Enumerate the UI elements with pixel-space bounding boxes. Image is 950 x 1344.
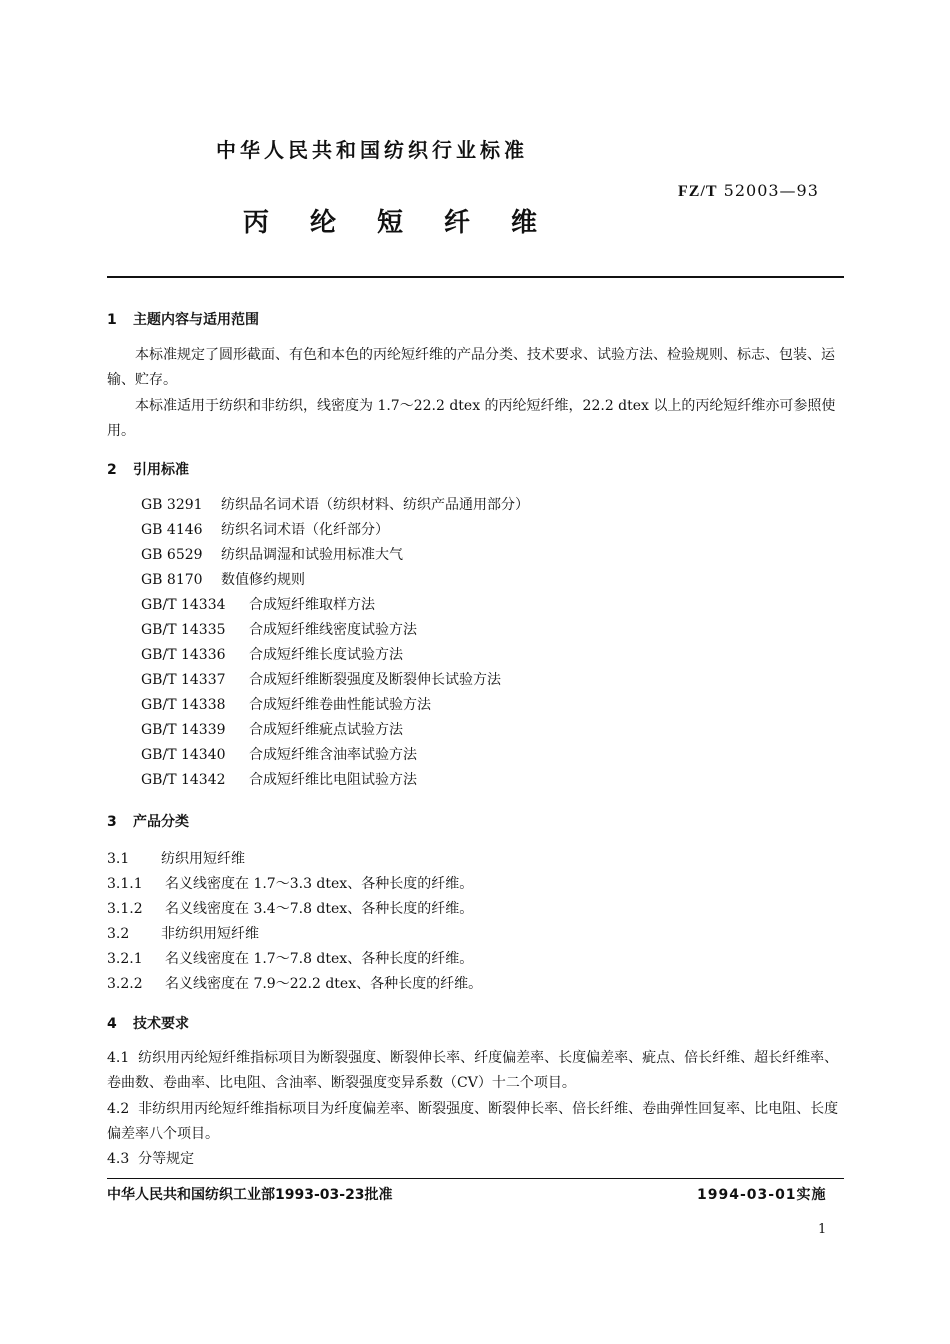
section-title: 主题内容与适用范围 [133, 312, 259, 328]
classification-item [107, 848, 245, 868]
reference-name: 合成短纤维断裂强度及断裂伸长试验方法 [249, 672, 501, 688]
section-number: 4 [107, 1016, 117, 1032]
section-number: 2 [107, 462, 117, 478]
clause-text: 名义线密度在 3.4～7.8 dtex、各种长度的纤维。 [165, 901, 474, 917]
reference-code: GB/T 14339 [141, 722, 226, 738]
classification-item [107, 923, 259, 943]
classification-item [107, 948, 473, 968]
section-3-heading [107, 811, 189, 831]
reference-name: 数值修约规则 [221, 572, 305, 588]
section-1-paragraph-2 [107, 394, 844, 444]
reference-name: 合成短纤维取样方法 [249, 597, 375, 613]
reference-name: 纺织品名词术语（纺织材料、纺织产品通用部分） [221, 497, 529, 513]
header-divider [107, 276, 844, 278]
classification-item [107, 973, 482, 993]
clause-text: 纺织用短纤维 [161, 851, 245, 867]
reference-code: GB 6529 [141, 547, 203, 563]
reference-name: 合成短纤维含油率试验方法 [249, 747, 417, 763]
reference-item [141, 518, 389, 543]
reference-name: 纺织名词术语（化纤部分） [221, 522, 389, 538]
reference-code: GB/T 14335 [141, 622, 226, 638]
document-title: 丙纶短纤维 [243, 208, 579, 238]
reference-item [141, 693, 431, 718]
clause-text: 名义线密度在 1.7～3.3 dtex、各种长度的纤维。 [165, 876, 474, 892]
clause-4-2 [107, 1097, 844, 1147]
reference-item [141, 493, 529, 518]
reference-item [141, 718, 403, 743]
clause-number: 3.2 [107, 926, 130, 942]
clause-text: 非纺织用短纤维 [161, 926, 259, 942]
section-number: 1 [107, 312, 117, 328]
clause-number: 3.2.2 [107, 976, 143, 992]
clause-text: 名义线密度在 7.9～22.2 dtex、各种长度的纤维。 [165, 976, 483, 992]
clause-number: 3.1.2 [107, 901, 143, 917]
standard-code: 52003—93 [723, 181, 819, 200]
reference-code: GB 8170 [141, 572, 203, 588]
clause-number: 3.1 [107, 851, 130, 867]
approval-statement: 中华人民共和国纺织工业部1993-03-23批准 [107, 1187, 393, 1203]
clause-number: 3.2.1 [107, 951, 143, 967]
reference-name: 合成短纤维卷曲性能试验方法 [249, 697, 431, 713]
clause-4-1 [107, 1046, 844, 1096]
section-title: 引用标准 [133, 462, 189, 478]
page-number: 1 [818, 1222, 827, 1237]
reference-name: 合成短纤维长度试验方法 [249, 647, 403, 663]
reference-item [141, 593, 375, 618]
clause-text: 分等规定 [138, 1151, 195, 1167]
reference-item [141, 643, 403, 668]
clause-number: 4.2 [107, 1101, 130, 1117]
reference-code: GB/T 14340 [141, 747, 226, 763]
paragraph-text: 本标准规定了圆形截面、有色和本色的丙纶短纤维的产品分类、技术要求、试验方法、检验规则、标志、包装、运输、贮存。 [107, 347, 835, 388]
section-title: 技术要求 [133, 1016, 189, 1032]
section-2-heading [107, 459, 189, 479]
standard-number [678, 181, 819, 201]
reference-code: GB 4146 [141, 522, 203, 538]
reference-code: GB/T 14338 [141, 697, 226, 713]
standard-prefix: FZ/T [678, 183, 718, 200]
implementation-date: 1994-03-01实施 [697, 1187, 827, 1203]
section-4-heading [107, 1013, 189, 1033]
reference-item [141, 568, 305, 593]
clause-text: 纺织用丙纶短纤维指标项目为断裂强度、断裂伸长率、纤度偏差率、长度偏差率、疵点、倍长纤维、超长纤维率、卷曲数、卷曲率、比电阻、含油率、断裂强度变异系数（CV）十二个项目。 [107, 1050, 839, 1091]
section-title: 产品分类 [133, 814, 189, 830]
reference-name: 纺织品调湿和试验用标准大气 [221, 547, 403, 563]
classification-item [107, 873, 473, 893]
reference-code: GB/T 14337 [141, 672, 226, 688]
clause-text: 非纺织用丙纶短纤维指标项目为纤度偏差率、断裂强度、断裂伸长率、倍长纤维、卷曲弹性回复率、比电阻、长度偏差率八个项目。 [107, 1101, 839, 1142]
reference-item [141, 618, 417, 643]
classification-item [107, 898, 473, 918]
footer-divider [107, 1178, 844, 1179]
reference-item [141, 768, 417, 793]
section-1-heading [107, 309, 259, 329]
reference-code: GB/T 14336 [141, 647, 226, 663]
paragraph-text: 本标准适用于纺织和非纺织，线密度为 1.7～22.2 dtex 的丙纶短纤维，22.2 dtex 以上的丙纶短纤维亦可参照使用。 [107, 398, 836, 439]
reference-code: GB 3291 [141, 497, 203, 513]
reference-code: GB/T 14334 [141, 597, 226, 613]
clause-text: 名义线密度在 1.7～7.8 dtex、各种长度的纤维。 [165, 951, 474, 967]
clause-number: 4.1 [107, 1050, 130, 1066]
reference-item [141, 668, 501, 693]
reference-item [141, 743, 417, 768]
clause-4-3 [107, 1147, 844, 1172]
reference-name: 合成短纤维线密度试验方法 [249, 622, 417, 638]
reference-code: GB/T 14342 [141, 772, 226, 788]
org-title: 中华人民共和国纺织行业标准 [216, 138, 528, 162]
section-1-paragraph-1 [107, 343, 844, 393]
clause-number: 4.3 [107, 1151, 130, 1167]
reference-item [141, 543, 403, 568]
clause-number: 3.1.1 [107, 876, 143, 892]
reference-name: 合成短纤维疵点试验方法 [249, 722, 403, 738]
reference-name: 合成短纤维比电阻试验方法 [249, 772, 417, 788]
section-number: 3 [107, 814, 117, 830]
